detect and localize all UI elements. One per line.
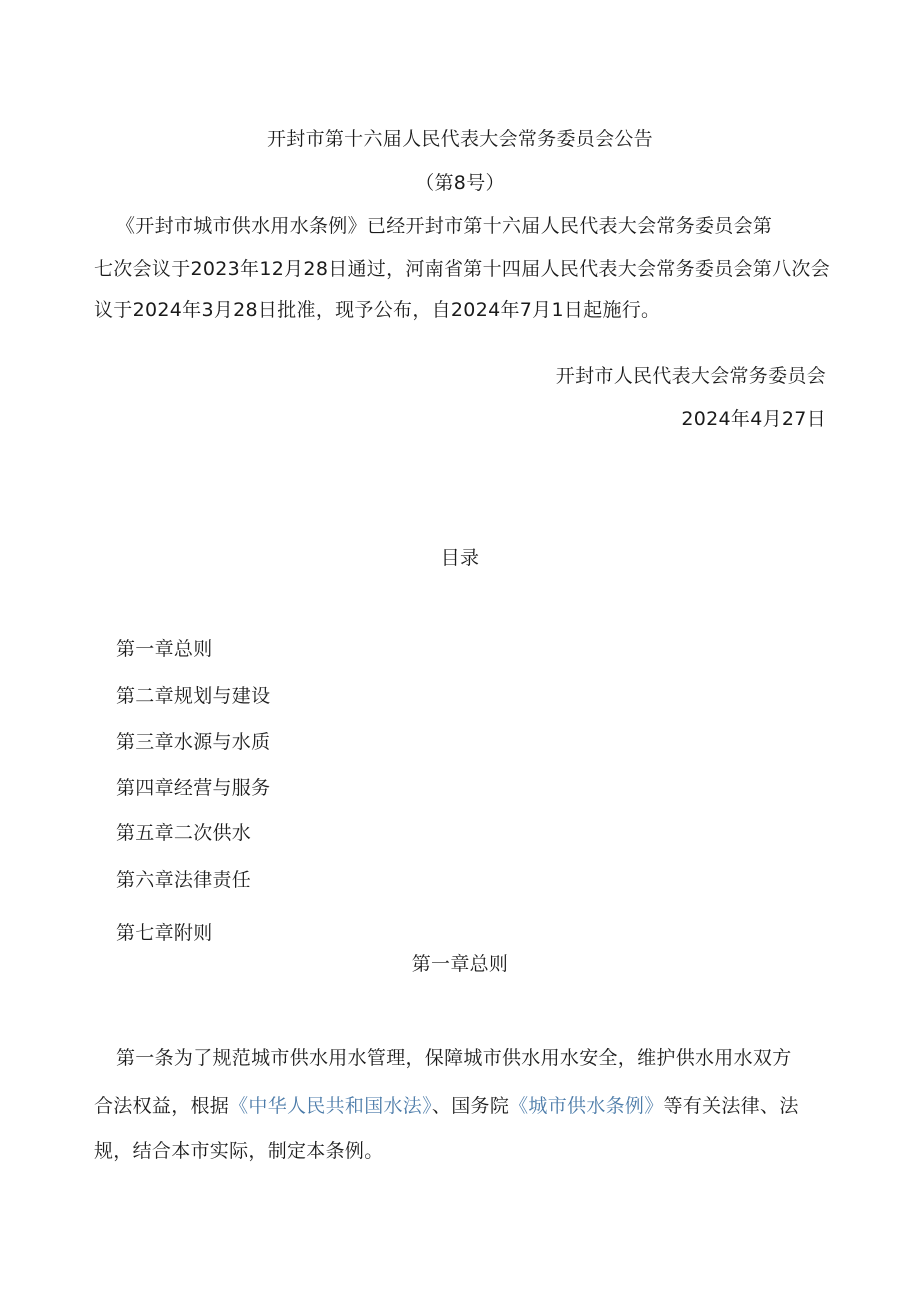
article-1-text-segment: 合法权益，根据 xyxy=(94,1095,230,1117)
signature-organization: 开封市人民代表大会常务委员会 xyxy=(555,365,826,387)
toc-item-chapter-3[interactable]: 第三章水源与水质 xyxy=(116,731,271,753)
toc-item-chapter-6[interactable]: 第六章法律责任 xyxy=(116,869,252,891)
signature-date: 2024年4月27日 xyxy=(681,408,826,430)
article-1-line-1: 第一条为了规范城市供水用水管理，保障城市供水用水安全，维护供水用水双方 xyxy=(116,1047,792,1069)
toc-item-chapter-7[interactable]: 第七章附则 xyxy=(116,922,213,944)
announcement-body-line-3: 议于2024年3月28日批准，现予公布，自2024年7月1日起施行。 xyxy=(94,299,661,321)
article-1-line-3: 规，结合本市实际，制定本条例。 xyxy=(94,1140,384,1162)
water-law-link[interactable]: 《中华人民共和国水法》 xyxy=(229,1095,432,1117)
announcement-number: （第8号） xyxy=(415,172,505,194)
urban-water-supply-regulation-link[interactable]: 《城市供水条例》 xyxy=(509,1095,664,1117)
toc-item-chapter-4[interactable]: 第四章经营与服务 xyxy=(116,777,271,799)
article-1-line-2 xyxy=(94,1094,799,1118)
announcement-body-line-1: 《开封市城市供水用水条例》已经开封市第十六届人民代表大会常务委员会第 xyxy=(116,215,773,237)
toc-item-chapter-1[interactable]: 第一章总则 xyxy=(116,638,213,660)
article-1-text-segment: 、国务院 xyxy=(431,1095,510,1117)
article-1-text-segment: 等有关法律、法 xyxy=(663,1095,799,1117)
toc-item-chapter-2[interactable]: 第二章规划与建设 xyxy=(116,685,271,707)
announcement-body-line-2: 七次会议于2023年12月28日通过，河南省第十四届人民代表大会常务委员会第八次会 xyxy=(94,258,831,280)
toc-heading: 目录 xyxy=(440,547,480,569)
toc-item-chapter-5[interactable]: 第五章二次供水 xyxy=(116,822,252,844)
chapter-heading: 第一章总则 xyxy=(411,953,509,975)
announcement-title: 开封市第十六届人民代表大会常务委员会公告 xyxy=(266,128,653,150)
